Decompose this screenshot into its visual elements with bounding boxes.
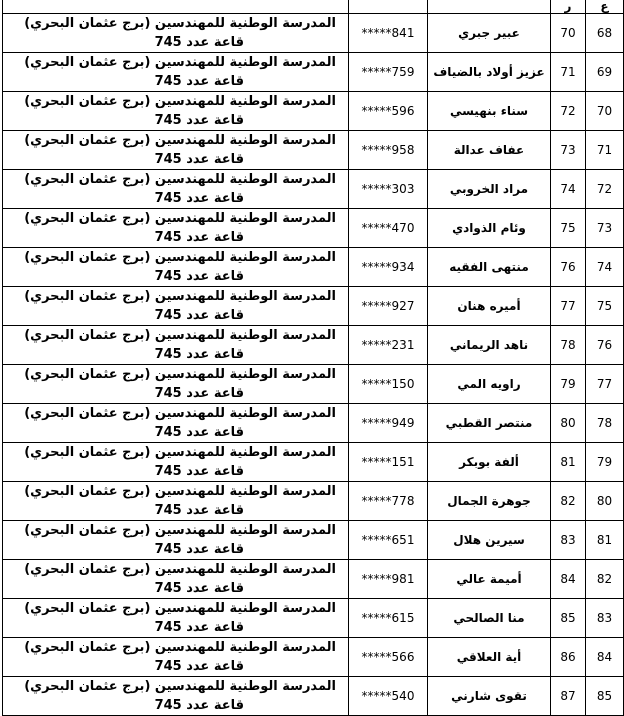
- row-name: منتصر القطبي: [428, 404, 551, 443]
- row-number: 70: [586, 92, 624, 131]
- exam-location-school: المدرسة الوطنية للمهندسين (برج عثمان البحري): [24, 484, 336, 499]
- results-table-container: [2, 0, 613, 716]
- row-rank: 73: [551, 131, 586, 170]
- row-id-number: 981*****: [349, 560, 428, 599]
- table-row: [3, 170, 624, 209]
- row-name: ناهد الريماني: [428, 326, 551, 365]
- row-id-number: 651*****: [349, 521, 428, 560]
- row-exam-location: [3, 92, 349, 131]
- row-rank: 72: [551, 92, 586, 131]
- row-id-number: 231*****: [349, 326, 428, 365]
- row-rank: 84: [551, 560, 586, 599]
- exam-location-school: المدرسة الوطنية للمهندسين (برج عثمان البحري): [24, 367, 336, 382]
- row-number: 82: [586, 560, 624, 599]
- row-name: وئام الذوادي: [428, 209, 551, 248]
- row-rank: 82: [551, 482, 586, 521]
- table-row: [3, 326, 624, 365]
- exam-location-room: قاعة عدد 745: [154, 620, 244, 635]
- row-number: 84: [586, 638, 624, 677]
- exam-location-room: قاعة عدد 745: [154, 269, 244, 284]
- exam-location-school: المدرسة الوطنية للمهندسين (برج عثمان البحري): [24, 328, 336, 343]
- row-id-number: 540*****: [349, 677, 428, 716]
- row-number: 74: [586, 248, 624, 287]
- row-name: عزيز أولاد بالضياف: [428, 53, 551, 92]
- row-rank: 74: [551, 170, 586, 209]
- row-number: 72: [586, 170, 624, 209]
- row-name: منا الصالحي: [428, 599, 551, 638]
- header-id: [349, 0, 428, 14]
- row-name: مراد الخروبي: [428, 170, 551, 209]
- row-exam-location: [3, 365, 349, 404]
- row-name: أميمة عالي: [428, 560, 551, 599]
- exam-location-room: قاعة عدد 745: [154, 230, 244, 245]
- table-row: [3, 521, 624, 560]
- row-exam-location: [3, 170, 349, 209]
- row-exam-location: [3, 287, 349, 326]
- row-rank: 70: [551, 14, 586, 53]
- row-name: أية العلاقي: [428, 638, 551, 677]
- exam-location-room: قاعة عدد 745: [154, 347, 244, 362]
- row-exam-location: [3, 599, 349, 638]
- row-id-number: 151*****: [349, 443, 428, 482]
- table-row: [3, 287, 624, 326]
- exam-location-room: قاعة عدد 745: [154, 308, 244, 323]
- row-id-number: 934*****: [349, 248, 428, 287]
- row-name: سناء بنهيسي: [428, 92, 551, 131]
- row-number: 83: [586, 599, 624, 638]
- table-row: [3, 560, 624, 599]
- row-exam-location: [3, 404, 349, 443]
- row-exam-location: [3, 209, 349, 248]
- row-id-number: 150*****: [349, 365, 428, 404]
- row-id-number: 596*****: [349, 92, 428, 131]
- exam-location-school: المدرسة الوطنية للمهندسين (برج عثمان البحري): [24, 640, 336, 655]
- exam-location-room: قاعة عدد 745: [154, 74, 244, 89]
- row-id-number: 615*****: [349, 599, 428, 638]
- row-number: 77: [586, 365, 624, 404]
- exam-location-room: قاعة عدد 745: [154, 659, 244, 674]
- row-id-number: 949*****: [349, 404, 428, 443]
- row-id-number: 778*****: [349, 482, 428, 521]
- row-id-number: 958*****: [349, 131, 428, 170]
- row-exam-location: [3, 53, 349, 92]
- header-rank: ر: [551, 0, 586, 14]
- row-rank: 86: [551, 638, 586, 677]
- exam-location-school: المدرسة الوطنية للمهندسين (برج عثمان البحري): [24, 250, 336, 265]
- row-number: 68: [586, 14, 624, 53]
- exam-location-school: المدرسة الوطنية للمهندسين (برج عثمان البحري): [24, 55, 336, 70]
- row-exam-location: [3, 248, 349, 287]
- row-number: 71: [586, 131, 624, 170]
- results-table: [2, 0, 624, 716]
- table-row: [3, 131, 624, 170]
- table-row: [3, 482, 624, 521]
- exam-location-school: المدرسة الوطنية للمهندسين (برج عثمان البحري): [24, 406, 336, 421]
- exam-location-school: المدرسة الوطنية للمهندسين (برج عثمان البحري): [24, 523, 336, 538]
- exam-location-school: المدرسة الوطنية للمهندسين (برج عثمان البحري): [24, 679, 336, 694]
- row-rank: 87: [551, 677, 586, 716]
- row-exam-location: [3, 677, 349, 716]
- row-number: 73: [586, 209, 624, 248]
- exam-location-room: قاعة عدد 745: [154, 503, 244, 518]
- row-id-number: 841*****: [349, 14, 428, 53]
- row-rank: 79: [551, 365, 586, 404]
- row-exam-location: [3, 482, 349, 521]
- table-row: [3, 365, 624, 404]
- table-row: [3, 404, 624, 443]
- row-id-number: 566*****: [349, 638, 428, 677]
- exam-location-school: المدرسة الوطنية للمهندسين (برج عثمان البحري): [24, 211, 336, 226]
- exam-location-room: قاعة عدد 745: [154, 698, 244, 713]
- exam-location-room: قاعة عدد 745: [154, 581, 244, 596]
- row-number: 85: [586, 677, 624, 716]
- exam-location-school: المدرسة الوطنية للمهندسين (برج عثمان البحري): [24, 133, 336, 148]
- row-rank: 77: [551, 287, 586, 326]
- table-header-row: [3, 0, 624, 14]
- table-row: [3, 53, 624, 92]
- row-id-number: 303*****: [349, 170, 428, 209]
- table-row: [3, 638, 624, 677]
- row-name: ألفة بوبكر: [428, 443, 551, 482]
- row-number: 80: [586, 482, 624, 521]
- row-rank: 81: [551, 443, 586, 482]
- row-id-number: 759*****: [349, 53, 428, 92]
- table-row: [3, 599, 624, 638]
- exam-location-school: المدرسة الوطنية للمهندسين (برج عثمان البحري): [24, 445, 336, 460]
- row-rank: 80: [551, 404, 586, 443]
- row-name: عبير جبري: [428, 14, 551, 53]
- row-number: 81: [586, 521, 624, 560]
- exam-location-school: المدرسة الوطنية للمهندسين (برج عثمان البحري): [24, 172, 336, 187]
- row-rank: 83: [551, 521, 586, 560]
- row-exam-location: [3, 443, 349, 482]
- table-row: [3, 14, 624, 53]
- row-number: 76: [586, 326, 624, 365]
- exam-location-room: قاعة عدد 745: [154, 425, 244, 440]
- table-row: [3, 443, 624, 482]
- exam-location-room: قاعة عدد 745: [154, 113, 244, 128]
- row-number: 79: [586, 443, 624, 482]
- row-exam-location: [3, 14, 349, 53]
- header-place: [3, 0, 349, 14]
- row-exam-location: [3, 131, 349, 170]
- row-rank: 75: [551, 209, 586, 248]
- row-number: 69: [586, 53, 624, 92]
- table-row: [3, 677, 624, 716]
- row-name: راويه المي: [428, 365, 551, 404]
- row-exam-location: [3, 521, 349, 560]
- table-row: [3, 92, 624, 131]
- exam-location-room: قاعة عدد 745: [154, 152, 244, 167]
- header-number: ع: [586, 0, 624, 14]
- exam-location-room: قاعة عدد 745: [154, 542, 244, 557]
- exam-location-school: المدرسة الوطنية للمهندسين (برج عثمان البحري): [24, 601, 336, 616]
- row-name: تقوى شارني: [428, 677, 551, 716]
- row-name: جوهرة الجمال: [428, 482, 551, 521]
- row-number: 78: [586, 404, 624, 443]
- row-name: أميره هنان: [428, 287, 551, 326]
- exam-location-room: قاعة عدد 745: [154, 191, 244, 206]
- row-name: سيرين هلال: [428, 521, 551, 560]
- row-rank: 85: [551, 599, 586, 638]
- row-exam-location: [3, 560, 349, 599]
- exam-location-school: المدرسة الوطنية للمهندسين (برج عثمان البحري): [24, 16, 336, 31]
- row-rank: 78: [551, 326, 586, 365]
- exam-location-school: المدرسة الوطنية للمهندسين (برج عثمان البحري): [24, 562, 336, 577]
- row-exam-location: [3, 638, 349, 677]
- exam-location-room: قاعة عدد 745: [154, 386, 244, 401]
- row-id-number: 470*****: [349, 209, 428, 248]
- row-exam-location: [3, 326, 349, 365]
- row-name: عفاف عدالة: [428, 131, 551, 170]
- table-row: [3, 209, 624, 248]
- exam-location-room: قاعة عدد 745: [154, 35, 244, 50]
- row-id-number: 927*****: [349, 287, 428, 326]
- exam-location-school: المدرسة الوطنية للمهندسين (برج عثمان البحري): [24, 94, 336, 109]
- table-row: [3, 248, 624, 287]
- row-number: 75: [586, 287, 624, 326]
- exam-location-school: المدرسة الوطنية للمهندسين (برج عثمان البحري): [24, 289, 336, 304]
- row-rank: 71: [551, 53, 586, 92]
- exam-location-room: قاعة عدد 745: [154, 464, 244, 479]
- row-name: منتهى الفقيه: [428, 248, 551, 287]
- header-name: [428, 0, 551, 14]
- row-rank: 76: [551, 248, 586, 287]
